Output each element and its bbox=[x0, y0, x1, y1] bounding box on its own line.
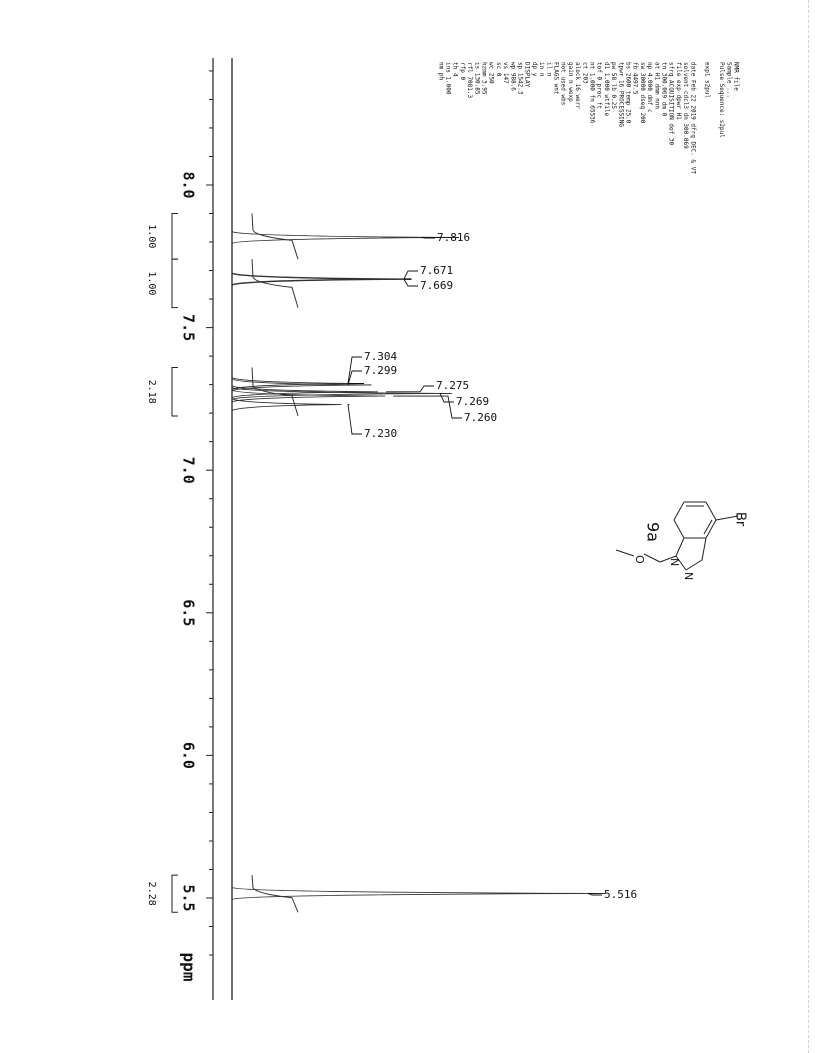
peak-label-leader bbox=[440, 393, 454, 402]
structure-bond bbox=[706, 502, 716, 520]
spectrum-peak bbox=[232, 887, 597, 899]
parameter-line: in n bbox=[538, 62, 546, 77]
peak-label: 7.671 bbox=[420, 264, 454, 277]
peak-label: 7.816 bbox=[437, 231, 471, 244]
spectrum-peak bbox=[232, 273, 404, 285]
parameter-line: np 4.000 dmf c bbox=[646, 62, 654, 113]
peak-label: 7.275 bbox=[436, 379, 470, 392]
spectrum-peak bbox=[232, 399, 342, 411]
parameter-line: il n bbox=[545, 62, 553, 77]
parameter-line: vs 147 bbox=[502, 62, 510, 84]
parameter-line: nt 1.000 fn 65536 bbox=[588, 62, 596, 124]
parameter-line: th 4 bbox=[451, 62, 459, 77]
parameter-line: not used wbs bbox=[559, 62, 567, 106]
spectrum-peak bbox=[232, 231, 451, 243]
axis-tick-label: 6.5 bbox=[179, 599, 198, 627]
structure-atom-label: O bbox=[633, 555, 646, 564]
parameter-line: sw 30000 dseq 200 bbox=[638, 62, 646, 124]
peak-label: 7.260 bbox=[464, 411, 498, 424]
peak-label: 5.516 bbox=[604, 888, 638, 901]
parameter-line: at H1 dmm nnn bbox=[653, 62, 661, 109]
parameter-line: date Feb 22 2019 dfrq DEC. & VT bbox=[689, 62, 697, 174]
chemical-structure bbox=[616, 502, 748, 580]
parameter-line: Pulse Sequence: s2pul bbox=[718, 62, 726, 138]
parameter-line: Sample ... bbox=[725, 62, 733, 99]
peak-label-leader bbox=[588, 893, 605, 895]
parameter-line: DISPLAY bbox=[523, 62, 531, 88]
structure-bond bbox=[616, 550, 634, 556]
peak-label: 7.669 bbox=[420, 279, 454, 292]
structure-bond bbox=[686, 560, 702, 570]
integral-bracket bbox=[172, 875, 178, 912]
peak-label-leader bbox=[348, 405, 362, 434]
parameter-line: d1 1.000 wtfile bbox=[602, 62, 610, 117]
peak-label-leader bbox=[404, 279, 418, 286]
compound-label: 9a bbox=[643, 522, 663, 542]
axis-tick-label: 6.0 bbox=[179, 741, 198, 769]
structure-atom-label: N bbox=[668, 558, 681, 567]
parameter-line: tof 0 proc ft bbox=[595, 62, 603, 109]
peak-label-leader bbox=[348, 357, 364, 383]
structure-bond bbox=[674, 520, 684, 538]
parameter-line: nm ph bbox=[437, 62, 445, 81]
parameter-line: rfp 0 bbox=[458, 62, 466, 81]
axis-tick-label: 8.0 bbox=[179, 171, 198, 199]
integral-value: 2.18 bbox=[146, 379, 157, 404]
parameter-line: ins 1.000 bbox=[444, 62, 452, 95]
parameter-line: sfrq ACQUISITION dof 30 bbox=[667, 62, 675, 146]
parameter-line: hzmm 3.95 bbox=[480, 62, 488, 95]
parameter-line: alock 16 werr bbox=[574, 62, 582, 109]
integral-value: 2.28 bbox=[146, 881, 157, 906]
parameter-block bbox=[437, 62, 739, 174]
parameter-line: fb 4497.5 bbox=[631, 62, 639, 95]
parameter-line: bs 2600 temp 25.0 bbox=[624, 62, 632, 124]
axis-unit-label: ppm bbox=[179, 952, 199, 982]
structure-bond bbox=[704, 520, 712, 534]
structure-bond bbox=[674, 502, 684, 520]
parameter-line: NMR file bbox=[732, 62, 740, 91]
integral-bracket bbox=[172, 368, 178, 416]
parameter-line: sp 1542.3 bbox=[516, 62, 524, 95]
parameter-line: sc 0 bbox=[494, 62, 502, 77]
parameter-line: exp1 s2pul bbox=[703, 62, 711, 99]
parameter-line: dp y bbox=[530, 62, 538, 77]
integral-bracket bbox=[172, 259, 178, 307]
integral-curve bbox=[252, 214, 298, 260]
parameter-line: is 130.85 bbox=[473, 62, 481, 95]
axis-tick-label: 7.0 bbox=[179, 456, 198, 484]
peak-label-leader bbox=[393, 396, 462, 418]
structure-bond bbox=[676, 538, 684, 556]
parameter-line: pw 58 lb 0.25 bbox=[610, 62, 618, 109]
integral-value: 1.00 bbox=[146, 271, 157, 296]
integral-curve bbox=[252, 259, 298, 307]
parameter-line: wp 988.6 bbox=[509, 62, 517, 91]
parameter-line: FLAGS wnt bbox=[552, 62, 560, 95]
axis-tick-label: 7.5 bbox=[179, 314, 198, 342]
parameter-line: file exp dpwr H1 bbox=[674, 62, 682, 120]
peak-label-leader bbox=[404, 271, 418, 279]
parameter-line: gain n wexp bbox=[566, 62, 574, 102]
parameter-line: rfl 7081.3 bbox=[466, 62, 474, 99]
integral-curve bbox=[252, 875, 298, 912]
peak-label-leader bbox=[386, 386, 434, 392]
axis-tick-label: 5.5 bbox=[179, 884, 198, 912]
parameter-line: ct 203 bbox=[581, 62, 589, 84]
integral-value: 1.00 bbox=[146, 224, 157, 249]
page-edge-divider bbox=[808, 0, 809, 1053]
parameter-line: tn 300.069 dm 0 bbox=[660, 62, 668, 117]
peak-label: 7.269 bbox=[456, 395, 490, 408]
parameter-line: wc 250 bbox=[487, 62, 495, 84]
integral-bracket bbox=[172, 214, 178, 260]
peak-label: 7.299 bbox=[364, 364, 398, 377]
parameter-line: solvent cdcl3 dn 300.069 bbox=[682, 62, 690, 149]
structure-bond bbox=[702, 538, 706, 560]
peak-label: 7.230 bbox=[364, 427, 398, 440]
structure-atom-label: N bbox=[682, 572, 695, 581]
parameter-line: tpwr 16 PROCESSING bbox=[617, 62, 625, 128]
structure-atom-label: Br bbox=[732, 512, 748, 527]
peak-label: 7.304 bbox=[364, 350, 398, 363]
